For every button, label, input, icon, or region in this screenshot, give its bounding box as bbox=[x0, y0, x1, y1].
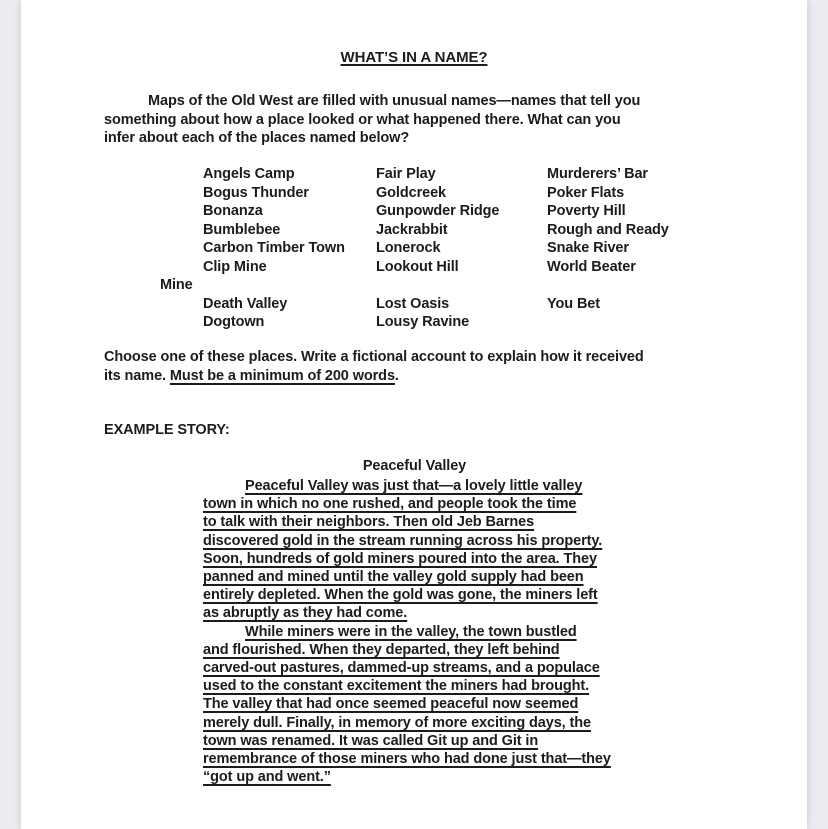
name-row bbox=[160, 239, 780, 258]
story-line bbox=[203, 604, 683, 622]
story-title: Peaceful Valley bbox=[362, 458, 467, 474]
story-line-text: used to the constant excitement the miners had brought. bbox=[203, 678, 590, 695]
place-name: Death Valley bbox=[203, 295, 288, 312]
story-line bbox=[203, 513, 683, 531]
story-line-text: “got up and went.” bbox=[203, 769, 331, 786]
instructions-text-prefix: its name. bbox=[104, 367, 170, 384]
story-line bbox=[203, 641, 683, 659]
story-line-text: discovered gold in the stream running across his property. bbox=[203, 532, 603, 549]
story-line bbox=[203, 677, 683, 695]
story-line bbox=[203, 495, 683, 513]
place-name: World Beater bbox=[547, 258, 636, 275]
place-name: Goldcreek bbox=[376, 184, 447, 201]
story-line-text: carved-out pastures, dammed-up streams, and a populace bbox=[203, 660, 600, 677]
place-name-list bbox=[160, 165, 780, 332]
intro-line: Maps of the Old West are filled with unusual names—names that tell you bbox=[148, 93, 641, 109]
story-line-text: and flourished. When they departed, they left behind bbox=[203, 641, 560, 658]
instructions-text-suffix: . bbox=[394, 367, 399, 384]
place-name: Poverty Hill bbox=[547, 203, 626, 219]
story-line bbox=[203, 750, 683, 768]
story-line bbox=[203, 623, 683, 641]
story-paragraph bbox=[203, 623, 683, 787]
place-name: Bonanza bbox=[203, 203, 263, 219]
story-paragraph bbox=[203, 477, 683, 623]
place-name: Rough and Ready bbox=[547, 221, 669, 238]
name-row bbox=[160, 313, 780, 332]
place-name: Lookout Hill bbox=[376, 258, 459, 275]
place-name: Lost Oasis bbox=[376, 295, 450, 312]
story-line bbox=[203, 477, 683, 495]
story-line-text: Soon, hundreds of gold miners poured into the area. They bbox=[203, 550, 597, 567]
story-line bbox=[203, 568, 683, 586]
instructions-line-1: Choose one of these places. Write a fictional account to explain how it received bbox=[104, 349, 644, 365]
place-name: Jackrabbit bbox=[376, 221, 448, 238]
story-line bbox=[203, 532, 683, 550]
story-line bbox=[203, 732, 683, 750]
worksheet-page bbox=[21, 0, 807, 829]
name-row bbox=[160, 295, 780, 314]
instructions-paragraph bbox=[104, 348, 754, 385]
story-line bbox=[203, 586, 683, 604]
story-line-text: to talk with their neighbors. Then old Jeb Barnes bbox=[203, 514, 535, 531]
place-name: Clip Mine bbox=[203, 258, 267, 275]
name-row bbox=[160, 202, 780, 221]
place-name-hanging: Mine bbox=[160, 277, 193, 293]
story-line bbox=[203, 695, 683, 713]
story-line bbox=[203, 714, 683, 732]
intro-line: something about how a place looked or what happened there. What can you bbox=[104, 111, 621, 128]
place-name: Dogtown bbox=[203, 314, 265, 330]
place-name: Snake River bbox=[547, 240, 629, 256]
name-row bbox=[160, 184, 780, 203]
place-name: Poker Flats bbox=[547, 184, 625, 201]
place-name: Murderers’ Bar bbox=[547, 166, 648, 182]
place-name: Gunpowder Ridge bbox=[376, 203, 500, 219]
intro-paragraph bbox=[104, 92, 744, 148]
story-line-text: merely dull. Finally, in memory of more exciting days, the bbox=[203, 714, 591, 731]
name-row bbox=[160, 165, 780, 184]
name-row bbox=[160, 221, 780, 240]
place-name: Carbon Timber Town bbox=[203, 240, 345, 256]
intro-line: infer about each of the places named below? bbox=[104, 130, 410, 146]
place-name: Lousy Ravine bbox=[376, 314, 470, 330]
story-line-text: Peaceful Valley was just that—a lovely little valley bbox=[245, 478, 583, 494]
place-name: Angels Camp bbox=[203, 166, 295, 182]
story-line-text: as abruptly as they had come. bbox=[203, 605, 408, 622]
story-line-text: remembrance of those miners who had done just that—they bbox=[203, 751, 611, 768]
story-line bbox=[203, 659, 683, 677]
story-line-text: The valley that had once seemed peaceful now seemed bbox=[203, 696, 579, 713]
instructions-underlined-requirement: Must be a minimum of 200 words bbox=[169, 367, 395, 384]
name-row bbox=[160, 258, 780, 277]
place-name: Fair Play bbox=[376, 166, 436, 182]
story-line-text: panned and mined until the valley gold supply had been bbox=[203, 569, 584, 586]
story-line-text: While miners were in the valley, the town bustled bbox=[245, 623, 577, 640]
example-story-body bbox=[203, 477, 683, 786]
instructions-line-2 bbox=[104, 367, 754, 386]
place-name: Bogus Thunder bbox=[203, 184, 309, 201]
place-name: Bumblebee bbox=[203, 221, 281, 238]
example-story-label: EXAMPLE STORY: bbox=[104, 422, 230, 438]
page-title: WHAT’S IN A NAME? bbox=[340, 49, 488, 66]
story-line-text: town in which no one rushed, and people took the time bbox=[203, 496, 577, 513]
place-name: You Bet bbox=[547, 295, 601, 312]
story-line-text: town was renamed. It was called Git up and Git in bbox=[203, 732, 539, 749]
story-line bbox=[203, 550, 683, 568]
story-line-text: entirely depleted. When the gold was gone, the miners left bbox=[203, 587, 598, 604]
place-name: Lonerock bbox=[376, 240, 441, 256]
story-line bbox=[203, 768, 683, 786]
